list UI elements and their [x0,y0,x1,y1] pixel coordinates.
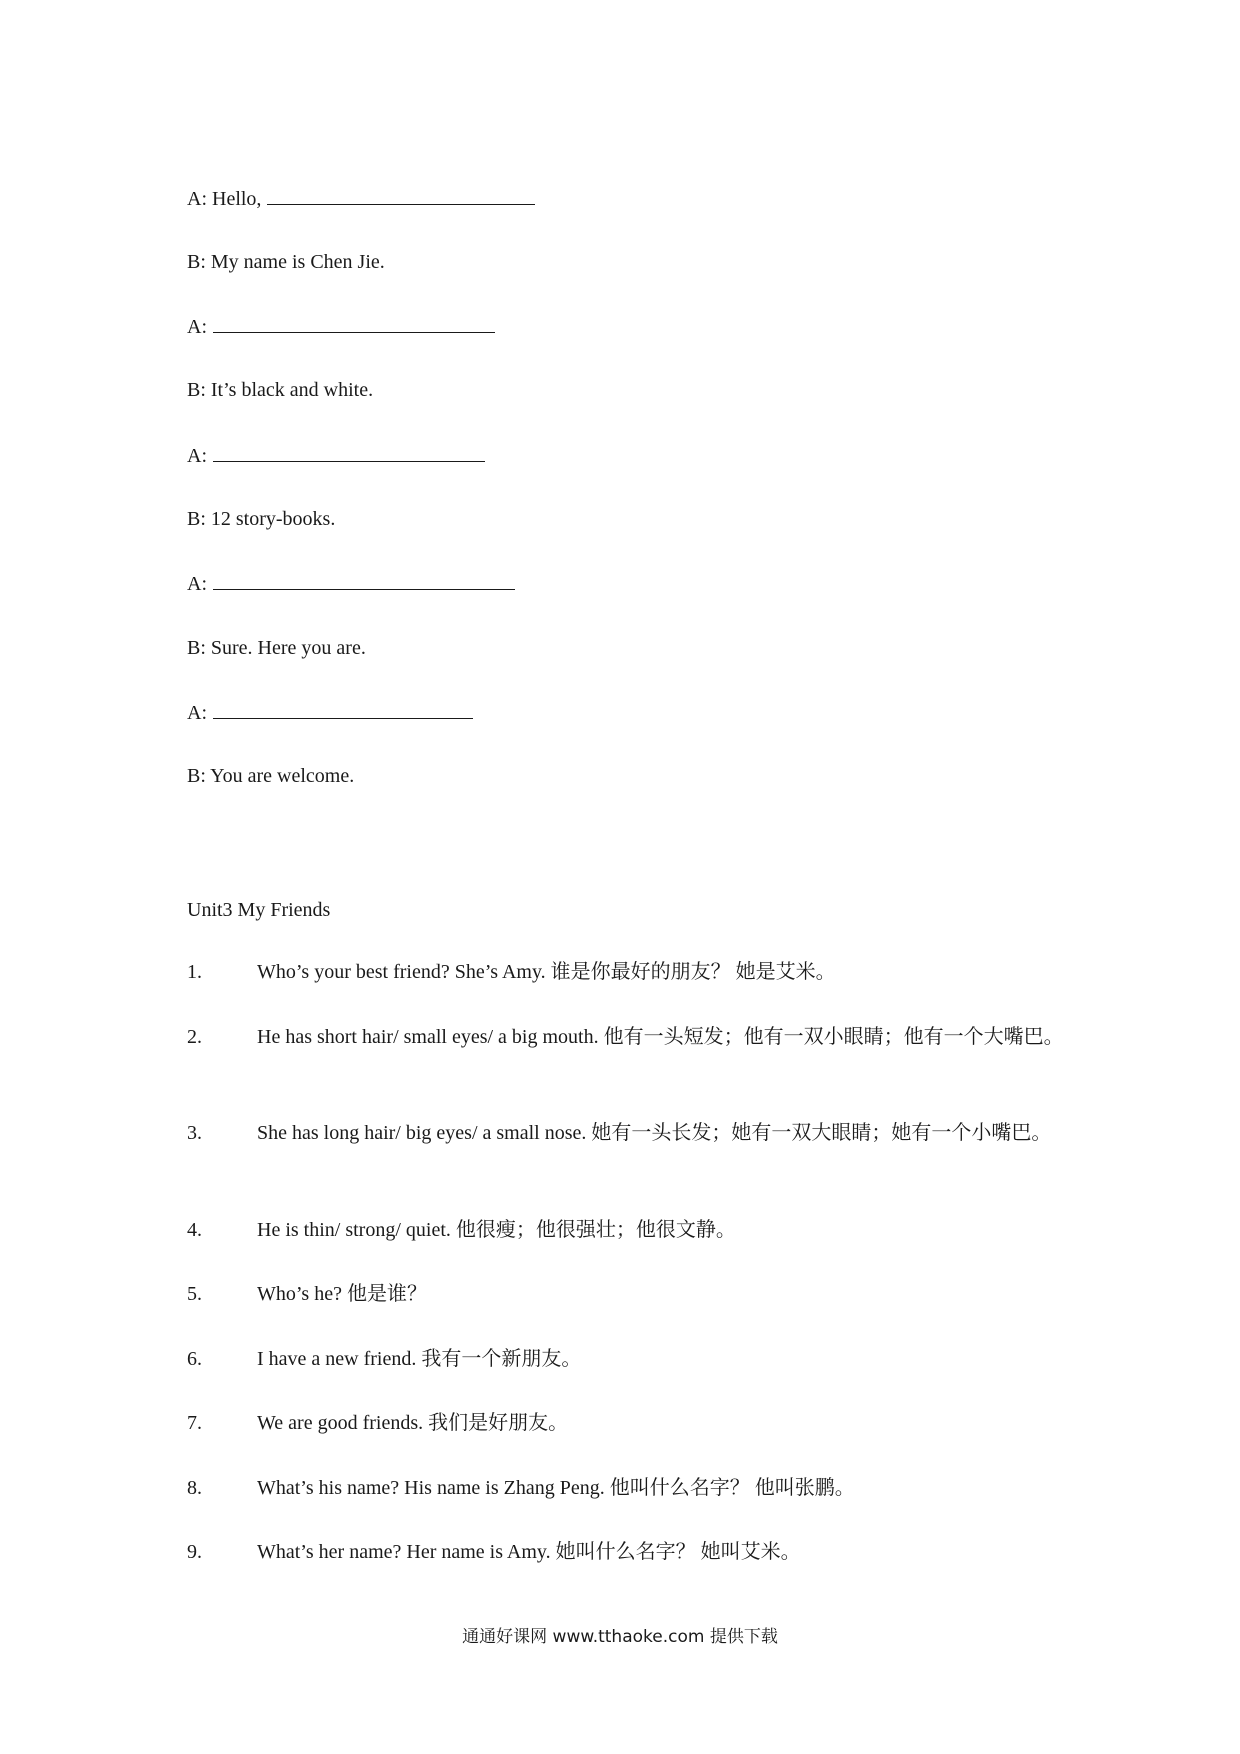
item-text: He is thin/ strong/ quiet. 他很瘦；他很强壮；他很文静。 [257,1219,736,1241]
item-text: What’s her name? Her name is Amy. 她叫什么名字？ 她叫艾米。 [257,1541,801,1563]
item-text: What’s his name? His name is Zhang Peng. 他叫什么名字？ 他叫张鹏。 [257,1477,855,1499]
list-item [187,955,1067,989]
dialogue-text: A: [187,316,207,338]
dialogue-text: B: Sure. Here you are. [187,637,366,659]
dialogue-text: B: My name is Chen Jie. [187,251,385,273]
item-number: 8. [187,1477,202,1499]
dialogue-line-2 [187,250,385,274]
item-text: We are good friends. 我们是好朋友。 [257,1412,569,1434]
page-footer: 通通好课网 www.tthaoke.com 提供下载 [462,1627,778,1647]
item-number: 3. [187,1122,202,1144]
dialogue-line-4 [187,378,373,402]
dialogue-text: A: Hello, [187,188,262,210]
dialogue-line-7 [187,571,515,596]
item-text: I have a new friend. 我有一个新朋友。 [257,1348,582,1370]
list-item [187,1535,1067,1569]
dialogue-text: A: [187,573,207,595]
answer-blank [213,700,473,719]
list-item [187,1277,1067,1311]
item-number: 7. [187,1412,202,1434]
item-text: He has short hair/ small eyes/ a big mouth. 他有一头短发；他有一双小眼睛；他有一个大嘴巴。 [257,1026,1064,1048]
unit-title: Unit3 My Friends [187,899,331,921]
list-item [187,1342,1067,1376]
answer-blank [213,571,515,590]
item-number: 2. [187,1026,202,1048]
answer-blank [213,314,495,333]
list-item [187,1406,1067,1440]
dialogue-line-1 [187,186,535,211]
item-number: 9. [187,1541,202,1563]
item-text: She has long hair/ big eyes/ a small nose. 她有一头长发；她有一双大眼睛；她有一个小嘴巴。 [257,1122,1052,1144]
item-text: Who’s he? 他是谁？ [257,1283,427,1305]
list-item [187,1116,1067,1150]
answer-blank [213,443,485,462]
dialogue-text: B: 12 story-books. [187,508,336,530]
item-number: 6. [187,1348,202,1370]
item-number: 1. [187,961,202,983]
dialogue-text: B: It’s black and white. [187,379,374,401]
dialogue-line-9 [187,700,473,725]
dialogue-line-6 [187,507,335,531]
dialogue-text: A: [187,445,207,467]
dialogue-line-8 [187,636,366,660]
list-item [187,1213,1067,1247]
item-text: Who’s your best friend? She’s Amy. 谁是你最好的朋友？ 她是艾米。 [257,961,836,983]
list-item [187,1471,1067,1505]
answer-blank [267,186,535,205]
dialogue-line-10 [187,764,354,788]
dialogue-text: B: You are welcome. [187,765,355,787]
item-number: 4. [187,1219,202,1241]
dialogue-text: A: [187,702,207,724]
list-item [187,1020,1067,1054]
dialogue-line-5 [187,443,485,468]
item-number: 5. [187,1283,202,1305]
dialogue-line-3 [187,314,495,339]
